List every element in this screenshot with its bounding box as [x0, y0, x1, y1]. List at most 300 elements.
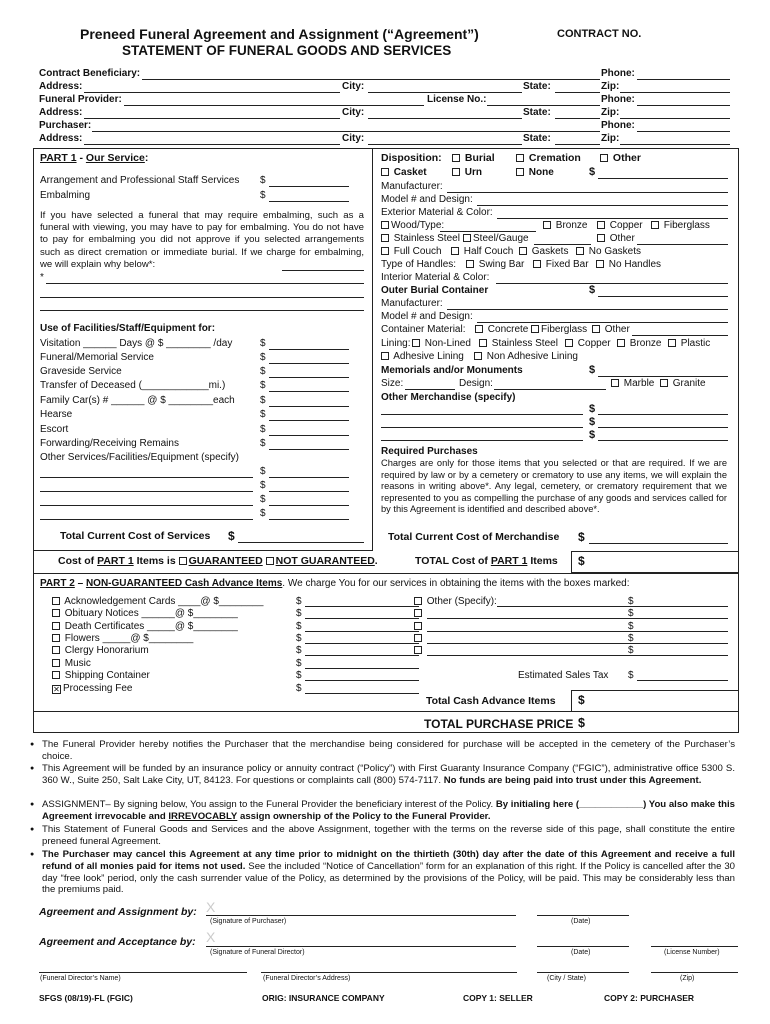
form-number: SFGS (08/19)-FL (FGIC)	[39, 993, 133, 1003]
dollar-sign: $	[578, 530, 585, 544]
cash-other-amount[interactable]	[637, 631, 728, 632]
adhesive-option[interactable]: Adhesive Lining	[381, 351, 464, 362]
casket-amount[interactable]	[598, 178, 728, 179]
other-service-amount[interactable]	[269, 491, 349, 492]
cash-item[interactable]: Shipping Container	[52, 670, 150, 681]
cash-amount[interactable]	[305, 643, 419, 644]
other-service-amount[interactable]	[269, 477, 349, 478]
dollar-sign: $	[628, 670, 634, 681]
director-name-line[interactable]	[39, 972, 247, 973]
checkbox[interactable]	[651, 221, 659, 229]
checkbox[interactable]	[414, 622, 422, 630]
cash-other-field[interactable]	[427, 655, 639, 656]
total-services-label: Total Current Cost of Services	[60, 530, 211, 542]
checkbox[interactable]	[414, 634, 422, 642]
checkbox[interactable]	[414, 609, 422, 617]
outer-burial-amount[interactable]	[598, 296, 728, 297]
dollar-sign: $	[260, 424, 266, 435]
cash-other-row[interactable]	[414, 645, 424, 656]
zip-field[interactable]	[620, 144, 730, 145]
embalming-reason-line[interactable]	[282, 270, 364, 271]
other-service-line[interactable]	[40, 519, 253, 520]
stainless-option[interactable]: Stainless Steel	[479, 338, 558, 349]
other-merch-amount[interactable]	[598, 414, 728, 415]
cash-item[interactable]: Flowers _____@ $________	[52, 633, 193, 644]
model-label: Model # and Design:	[381, 194, 473, 205]
phone-label: Phone:	[601, 68, 635, 79]
copy1-label: COPY 1: SELLER	[463, 993, 533, 1003]
checkbox[interactable]	[660, 379, 668, 387]
half-couch-option[interactable]: Half Couch	[451, 246, 513, 257]
city-field[interactable]	[368, 144, 522, 145]
dollar-sign: $	[260, 366, 266, 377]
required-heading: Required Purchases	[381, 446, 478, 457]
checkbox[interactable]	[451, 247, 459, 255]
address-field[interactable]	[84, 144, 340, 145]
embalming-reason-line[interactable]	[40, 310, 364, 311]
checkbox[interactable]	[52, 659, 60, 667]
cash-other-field[interactable]	[427, 618, 639, 619]
interior-label: Interior Material & Color:	[381, 272, 490, 283]
cash-other-field[interactable]	[427, 631, 639, 632]
transfer-amount[interactable]	[269, 391, 349, 392]
exterior-label: Exterior Material & Color:	[381, 207, 493, 218]
family-cars-label: Family Car(s) # ______ @ $ ________each	[40, 395, 235, 406]
graveside-label: Graveside Service	[40, 366, 122, 377]
phone-field[interactable]	[637, 131, 730, 132]
total-services-amount[interactable]	[238, 542, 364, 543]
cash-item[interactable]: Death Certificates _____@ $________	[52, 621, 238, 632]
cash-item[interactable]: Acknowledgement Cards ____@ $________	[52, 596, 263, 607]
checkbox[interactable]	[596, 260, 604, 268]
purchaser-signature-caption: (Signature of Purchaser)	[210, 918, 287, 925]
license-number-line[interactable]	[651, 946, 738, 947]
forwarding-label: Forwarding/Receiving Remains	[40, 438, 179, 449]
dollar-sign: $	[296, 621, 302, 632]
phone-label: Phone:	[601, 120, 635, 131]
city-field[interactable]	[368, 92, 522, 93]
cash-other-row[interactable]	[414, 633, 424, 644]
total-merch-label: Total Current Cost of Merchandise	[388, 531, 560, 543]
model-field[interactable]	[477, 205, 728, 206]
license-field[interactable]	[487, 105, 600, 106]
embalming-reason-line[interactable]	[46, 283, 364, 284]
dollar-sign: $	[578, 716, 585, 730]
funeral-provider-label: Funeral Provider:	[39, 94, 122, 105]
checkbox[interactable]	[543, 221, 551, 229]
transfer-label: Transfer of Deceased (____________mi.)	[40, 380, 226, 391]
asterisk: *	[40, 272, 44, 283]
dollar-sign: $	[589, 403, 596, 415]
dollar-sign: $	[589, 364, 596, 376]
sales-tax-label: Estimated Sales Tax	[518, 670, 609, 681]
required-text: Charges are only for those items that you selected or that are required. If we are required by law or by a cemetery or crematory to use any items, we will explain the reasons in writing above*. Any legal, cemetery, or crematory requirement that we represented to you as compelling the purchase of any goods and services called for by this Agreement is identified and described above*.	[381, 458, 727, 515]
dollar-sign: $	[260, 494, 266, 505]
total-cash-box[interactable]	[571, 690, 739, 712]
cash-amount[interactable]	[305, 668, 419, 669]
part1-heading: PART 1 - Our Service:	[40, 152, 149, 164]
total-part1-label: TOTAL Cost of PART 1 Items	[415, 555, 558, 567]
concrete-option[interactable]: Concrete	[475, 324, 528, 335]
escort-amount[interactable]	[269, 435, 349, 436]
other-specify-option[interactable]: Other (Specify):	[414, 596, 497, 607]
copper-option[interactable]: Copper	[597, 220, 643, 231]
city-label: City:	[342, 81, 365, 92]
cash-other-amount[interactable]	[637, 618, 728, 619]
total-merch-amount[interactable]	[589, 543, 728, 544]
beneficiary-field[interactable]	[142, 79, 600, 80]
no-gaskets-option[interactable]: No Gaskets	[576, 246, 641, 257]
funeral-provider-field[interactable]	[124, 105, 424, 106]
handles-label: Type of Handles:	[381, 259, 457, 270]
other-service-line[interactable]	[40, 491, 253, 492]
other-merch-line[interactable]	[381, 414, 583, 415]
checkbox[interactable]	[52, 622, 60, 630]
checkbox[interactable]	[592, 325, 600, 333]
beneficiary-label: Contract Beneficiary:	[39, 68, 141, 79]
dollar-sign: $	[628, 645, 634, 656]
checkbox[interactable]	[52, 646, 60, 654]
state-field[interactable]	[555, 144, 600, 145]
checkbox[interactable]	[381, 234, 389, 242]
bronze-option[interactable]: Bronze	[543, 220, 587, 231]
dollar-sign: $	[589, 166, 596, 178]
arrangement-amount[interactable]	[269, 186, 349, 187]
form-title: Preneed Funeral Agreement and Assignment (“Agreement”)	[80, 26, 479, 42]
address-label: Address:	[39, 81, 83, 92]
checkbox[interactable]	[576, 247, 584, 255]
total-cash-label: Total Cash Advance Items	[426, 695, 556, 707]
state-label: State:	[523, 81, 551, 92]
bronze-option[interactable]: Bronze	[617, 338, 661, 349]
wood-option[interactable]: Wood/Type:	[381, 220, 444, 231]
family-cars-amount[interactable]	[269, 406, 349, 407]
funeral-service-amount[interactable]	[269, 363, 349, 364]
forwarding-amount[interactable]	[269, 449, 349, 450]
gaskets-option[interactable]: Gaskets	[519, 246, 568, 257]
hearse-label: Hearse	[40, 409, 73, 420]
size-field[interactable]	[405, 389, 455, 390]
purchaser-field[interactable]	[92, 131, 600, 132]
checkbox[interactable]	[597, 234, 605, 242]
other-service-line[interactable]	[40, 505, 253, 506]
checkbox[interactable]	[463, 234, 471, 242]
cash-amount[interactable]	[305, 618, 419, 619]
dollar-sign: $	[589, 429, 596, 441]
form-subtitle: STATEMENT OF FUNERAL GOODS AND SERVICES	[122, 43, 452, 58]
checkbox[interactable]	[611, 379, 619, 387]
embalming-reason-line[interactable]	[40, 297, 364, 298]
original-copy-label: ORIG: INSURANCE COMPANY	[262, 993, 385, 1003]
granite-option[interactable]: Granite	[660, 378, 706, 389]
bullet-statement: ● This Statement of Funeral Goods and Services and the above Assignment, together with the terms on the reverse side of this page, shall constitute the entire preneed funeral Agreement.	[30, 824, 735, 848]
cremation-option[interactable]: Cremation	[516, 152, 581, 164]
date-caption: (Date)	[571, 918, 591, 925]
other-merch-line[interactable]	[381, 440, 583, 441]
license-caption: (License Number)	[664, 949, 720, 956]
cash-other-row[interactable]	[414, 621, 424, 632]
address-field[interactable]	[84, 92, 340, 93]
size-label: Size:	[381, 378, 404, 389]
other-service-amount[interactable]	[269, 519, 349, 520]
dollar-sign: $	[296, 658, 302, 669]
dollar-sign: $	[260, 352, 266, 363]
checkbox[interactable]	[52, 671, 60, 679]
bullet-assignment: ● ASSIGNMENT– By signing below, You assign to the Funeral Provider the beneficiary interest of the Policy. By initialing here (____________) You also make this Agreement irrevocable and IRREVOCABLY assign ownership of the Policy to the Funeral Provider.	[30, 799, 735, 823]
marble-option[interactable]: Marble	[611, 378, 654, 389]
checkbox[interactable]	[452, 154, 460, 162]
address-label: Address:	[39, 133, 83, 144]
other-merch-amount[interactable]	[598, 440, 728, 441]
dollar-sign: $	[260, 480, 266, 491]
model-label: Model # and Design:	[381, 311, 473, 322]
manufacturer-label: Manufacturer:	[381, 181, 443, 192]
other-container-field[interactable]	[632, 335, 728, 336]
director-name-caption: (Funeral Director’s Name)	[40, 975, 121, 982]
other-merchandise-label: Other Merchandise (specify)	[381, 392, 516, 403]
bullet-notice: ● The Funeral Provider hereby notifies the Purchaser that the merchandise being considered for purchase will be accepted in the cemetery of the Purchaser’s choice.	[30, 739, 735, 763]
purchaser-date-line[interactable]	[537, 915, 629, 916]
dollar-sign: $	[296, 608, 302, 619]
other-material-field[interactable]	[637, 244, 728, 245]
dollar-sign: $	[296, 670, 302, 681]
contract-no-label: CONTRACT NO.	[557, 28, 642, 40]
checkbox[interactable]	[565, 339, 573, 347]
urn-option[interactable]: Urn	[452, 167, 482, 178]
director-date-line[interactable]	[537, 946, 629, 947]
state-label: State:	[523, 107, 551, 118]
checkbox[interactable]	[516, 154, 524, 162]
non-adhesive-option[interactable]: Non Adhesive Lining	[474, 351, 578, 362]
checkbox[interactable]	[412, 339, 420, 347]
zip-caption: (Zip)	[680, 975, 695, 982]
signature-x: X	[206, 929, 216, 945]
non-lined-option[interactable]: Non-Lined	[412, 338, 471, 349]
purchaser-signature-line[interactable]	[206, 915, 516, 916]
checkbox[interactable]	[381, 247, 389, 255]
license-label: License No.:	[427, 94, 487, 105]
dollar-sign: $	[578, 693, 585, 707]
cash-other-amount[interactable]	[637, 643, 728, 644]
cash-amount[interactable]	[305, 693, 419, 694]
city-field[interactable]	[368, 118, 522, 119]
none-option[interactable]: None	[516, 167, 554, 178]
checkbox[interactable]	[52, 609, 60, 617]
funeral-service-label: Funeral/Memorial Service	[40, 352, 154, 363]
cash-amount[interactable]	[305, 680, 419, 681]
cash-amount[interactable]	[305, 606, 419, 607]
checkbox[interactable]	[479, 339, 487, 347]
dollar-sign: $	[296, 645, 302, 656]
checkbox[interactable]	[452, 168, 460, 176]
guaranteed-checkbox[interactable]	[179, 557, 187, 565]
design-field[interactable]	[494, 389, 606, 390]
dollar-sign: $	[260, 438, 266, 449]
cash-item[interactable]: Obituary Notices ______@ $________	[52, 608, 238, 619]
checkbox[interactable]	[519, 247, 527, 255]
other-merch-line[interactable]	[381, 427, 583, 428]
visitation-label: Visitation ______ Days @ $ ________ /day	[40, 338, 233, 349]
city-label: City:	[342, 133, 365, 144]
fixed-bar-option[interactable]: Fixed Bar	[533, 259, 589, 270]
cash-other-amount[interactable]	[637, 655, 728, 656]
purchaser-label: Purchaser:	[39, 120, 92, 131]
exterior-field[interactable]	[497, 218, 728, 219]
other-specify-field[interactable]	[497, 606, 639, 607]
cash-item[interactable]: Music	[52, 658, 91, 669]
disposition-label: Disposition:	[381, 152, 442, 164]
wood-type-field[interactable]	[440, 231, 536, 232]
burial-option[interactable]: Burial	[452, 152, 495, 164]
steel-gauge-field[interactable]	[534, 244, 591, 245]
escort-label: Escort	[40, 424, 69, 435]
cash-item-processing-fee[interactable]: ✕ Processing Fee	[53, 683, 133, 694]
model-field[interactable]	[477, 322, 728, 323]
other-disposition-option[interactable]: Other	[600, 152, 641, 164]
stainless-option[interactable]: Stainless Steel	[381, 233, 460, 244]
arrangement-label: Arrangement and Professional Staff Services	[40, 175, 240, 186]
director-signature-caption: (Signature of Funeral Director)	[210, 949, 305, 956]
cash-amount[interactable]	[305, 631, 419, 632]
dollar-sign: $	[228, 529, 235, 543]
copper-option[interactable]: Copper	[565, 338, 611, 349]
zip-line[interactable]	[651, 972, 738, 973]
checkbox[interactable]	[475, 325, 483, 333]
director-address-line[interactable]	[261, 972, 517, 973]
city-state-line[interactable]	[537, 972, 629, 973]
assignment-label: Agreement and Assignment by:	[39, 906, 197, 918]
facilities-heading: Use of Facilities/Staff/Equipment for:	[40, 323, 216, 334]
checkbox[interactable]	[474, 352, 482, 360]
full-couch-option[interactable]: Full Couch	[381, 246, 442, 257]
checkbox[interactable]	[668, 339, 676, 347]
swing-bar-option[interactable]: Swing Bar	[466, 259, 524, 270]
dollar-sign: $	[589, 284, 596, 296]
phone-label: Phone:	[601, 94, 635, 105]
state-field[interactable]	[555, 118, 600, 119]
guarantee-row: Cost of PART 1 Items is GUARANTEED NOT GUARANTEED.	[58, 555, 378, 567]
other-material-option[interactable]: Other	[597, 233, 635, 244]
checkbox[interactable]	[381, 168, 389, 176]
other-service-line[interactable]	[40, 477, 253, 478]
steel-gauge-option[interactable]: Steel/Gauge	[463, 233, 529, 244]
checkbox[interactable]	[597, 221, 605, 229]
city-label: City:	[342, 107, 365, 118]
checkbox[interactable]	[531, 325, 539, 333]
dollar-sign: $	[260, 395, 266, 406]
dollar-sign: $	[296, 633, 302, 644]
interior-field[interactable]	[496, 283, 728, 284]
not-guaranteed-checkbox[interactable]	[266, 557, 274, 565]
cash-item[interactable]: Clergy Honorarium	[52, 645, 149, 656]
checkbox[interactable]	[600, 154, 608, 162]
casket-option[interactable]: Casket	[381, 167, 427, 178]
plastic-option[interactable]: Plastic	[668, 338, 710, 349]
director-signature-line[interactable]	[206, 946, 516, 947]
zip-label: Zip:	[601, 81, 620, 92]
address-field[interactable]	[84, 118, 340, 119]
checkbox[interactable]	[466, 260, 474, 268]
cash-amount[interactable]	[305, 655, 419, 656]
dollar-sign: $	[260, 409, 266, 420]
checkbox[interactable]	[52, 634, 60, 642]
lining-label: Lining:	[381, 338, 411, 349]
checkbox[interactable]	[617, 339, 625, 347]
state-field[interactable]	[555, 92, 600, 93]
manufacturer-field[interactable]	[447, 192, 728, 193]
cash-other-field[interactable]	[427, 643, 639, 644]
manufacturer-field[interactable]	[447, 309, 728, 310]
outer-burial-label: Outer Burial Container	[381, 285, 489, 296]
phone-field[interactable]	[637, 79, 730, 80]
zip-field[interactable]	[620, 92, 730, 93]
checkbox[interactable]	[381, 352, 389, 360]
checkbox[interactable]	[414, 597, 422, 605]
manufacturer-label: Manufacturer:	[381, 298, 443, 309]
dollar-sign: $	[260, 190, 266, 201]
memorials-label: Memorials and/or Monuments	[381, 365, 523, 376]
checked-checkbox[interactable]: ✕	[53, 685, 60, 694]
hearse-amount[interactable]	[269, 420, 349, 421]
checkbox[interactable]	[381, 221, 389, 229]
checkbox[interactable]	[414, 646, 422, 654]
other-services-label: Other Services/Facilities/Equipment (specify)	[40, 452, 239, 463]
fiberglass-option[interactable]: Fiberglass	[651, 220, 710, 231]
dollar-sign: $	[628, 633, 634, 644]
design-label: Design:	[459, 378, 493, 389]
address-label: Address:	[39, 107, 83, 118]
dollar-sign: $	[260, 175, 266, 186]
zip-label: Zip:	[601, 133, 620, 144]
checkbox[interactable]	[516, 168, 524, 176]
dollar-sign: $	[589, 416, 596, 428]
other-merch-amount[interactable]	[598, 427, 728, 428]
copy2-label: COPY 2: PURCHASER	[604, 993, 695, 1003]
dollar-sign: $	[628, 608, 634, 619]
bullet-funding: ● This Agreement will be funded by an insurance policy or annuity contract (“Policy”) with First Guaranty Insurance Company (“FGIC”), administrative office 5300 S. 360 W., Suite 250, Salt Lake City, UT, 84123. For questions or complaints call (800) 574-7117. No funds are being paid into trust under this Agreement.	[30, 763, 735, 787]
signature-x: X	[206, 899, 216, 915]
checkbox[interactable]	[533, 260, 541, 268]
memorials-amount[interactable]	[598, 376, 728, 377]
sales-tax-amount[interactable]	[637, 680, 728, 681]
fiberglass-option[interactable]: Fiberglass	[531, 324, 587, 335]
dollar-sign: $	[296, 683, 302, 694]
dollar-sign: $	[578, 554, 585, 568]
zip-field[interactable]	[620, 118, 730, 119]
dollar-sign: $	[628, 621, 634, 632]
acceptance-label: Agreement and Acceptance by:	[39, 936, 196, 948]
embalming-amount[interactable]	[269, 201, 349, 202]
city-state-caption: (City / State)	[547, 975, 586, 982]
no-handles-option[interactable]: No Handles	[596, 259, 661, 270]
checkbox[interactable]	[52, 597, 60, 605]
bullet-cancel: ● The Purchaser may cancel this Agreement at any time prior to midnight on the thirtieth (30th) day after the date of this Agreement and receive a full refund of all monies paid for items not used. See the included “Notice of Cancellation” form for an explanation of this right. If the Policy is cancelled after the 30 day “free look” period, only the cash surrender value of the Policy, as determined by the provisions of the Policy, will be paid. This may be considerably less than the premiums paid.	[30, 849, 735, 896]
zip-label: Zip:	[601, 107, 620, 118]
graveside-amount[interactable]	[269, 377, 349, 378]
dollar-sign: $	[628, 596, 634, 607]
state-label: State:	[523, 133, 551, 144]
dollar-sign: $	[296, 596, 302, 607]
dollar-sign: $	[260, 466, 266, 477]
other-container-option[interactable]: Other	[592, 324, 630, 335]
cash-other-amount[interactable]	[637, 606, 728, 607]
date-caption: (Date)	[571, 949, 591, 956]
cash-other-row[interactable]	[414, 608, 424, 619]
phone-field[interactable]	[637, 105, 730, 106]
visitation-amount[interactable]	[269, 349, 349, 350]
total-part1-box[interactable]	[571, 551, 739, 573]
other-service-amount[interactable]	[269, 505, 349, 506]
